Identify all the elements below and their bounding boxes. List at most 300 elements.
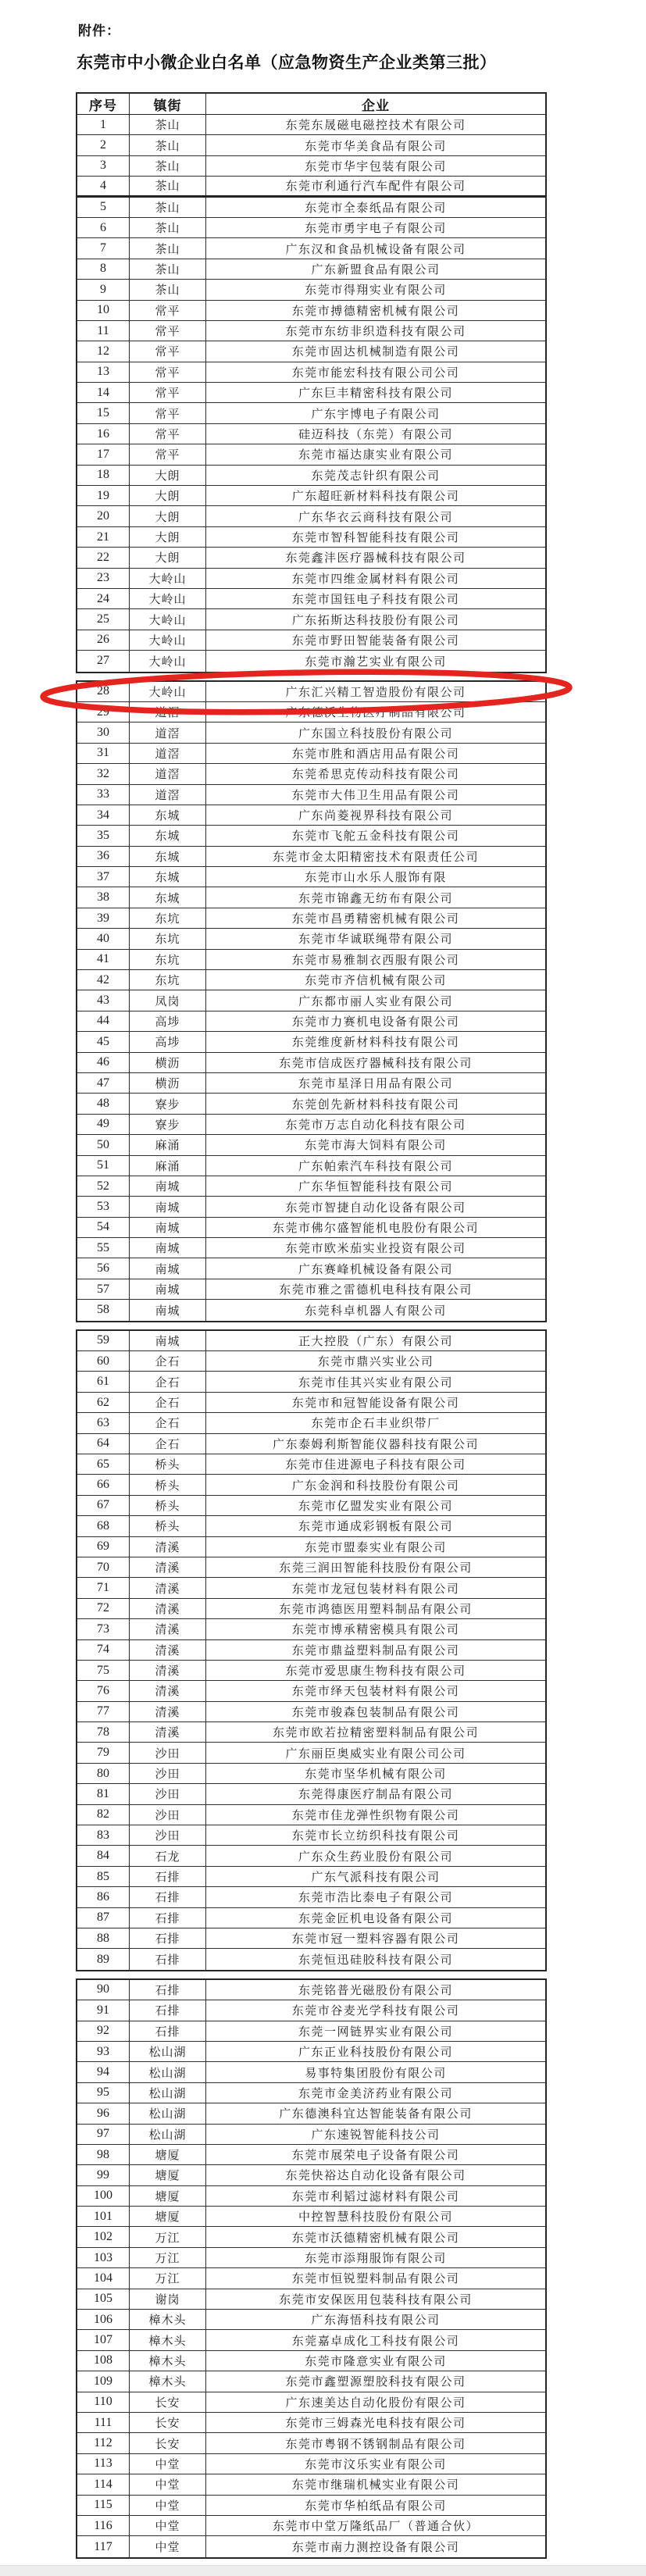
- cell-company: 东莞市粤钢不锈钢制品有限公司: [285, 2438, 466, 2451]
- cell-town: 南城: [130, 1176, 206, 1196]
- table-row: [77, 2248, 545, 2268]
- cell-town: 塘厦: [130, 2186, 206, 2206]
- cell-town: 茶山: [130, 218, 206, 237]
- cell-town: 南城: [130, 1258, 206, 1278]
- cell-no: 88: [77, 1928, 130, 1948]
- cell-no: 98: [77, 2145, 130, 2164]
- table-row: [77, 682, 545, 702]
- bottom-page-edge: [0, 2565, 646, 2576]
- cell-no: 92: [77, 2021, 130, 2041]
- cell-town: 清溪: [130, 1661, 206, 1680]
- table-row: [77, 2351, 545, 2371]
- cell-town: 樟木头: [130, 2351, 206, 2371]
- cell-no: 67: [77, 1496, 130, 1515]
- cell-company: 中控智慧科技股份有限公司: [298, 2211, 453, 2225]
- cell-company: 广东汇兴精工智造股份有限公司: [285, 686, 466, 699]
- cell-company: 东莞市大伟卫生用品有限公司: [291, 789, 460, 802]
- cell-no: 99: [77, 2165, 130, 2185]
- table-row: [77, 527, 545, 548]
- header-cell-company: 企业: [362, 98, 390, 113]
- cell-company: 东莞鑫沣医疗器械科技有限公司: [285, 552, 466, 566]
- cell-company: 东莞市万志自动化科技有限公司: [285, 1119, 466, 1132]
- cell-no: 93: [77, 2042, 130, 2061]
- table-row: [77, 847, 545, 867]
- cell-town: 大岭山: [130, 589, 206, 608]
- cell-no: 51: [77, 1156, 130, 1176]
- cell-town: 常平: [130, 341, 206, 361]
- cell-town: 清溪: [130, 1702, 206, 1721]
- cell-no: 34: [77, 805, 130, 825]
- cell-no: 96: [77, 2103, 130, 2123]
- table-row: [77, 2125, 545, 2145]
- cell-company: 广东华衣云商科技有限公司: [298, 511, 453, 524]
- table-row: [77, 1475, 545, 1495]
- cell-town: 樟木头: [130, 2371, 206, 2391]
- cell-company: 东莞市华柏纸品有限公司: [305, 2499, 447, 2513]
- cell-no: 20: [77, 506, 130, 526]
- table-row: [77, 1032, 545, 1052]
- table-row: [77, 1434, 545, 1454]
- cell-town: 长安: [130, 2392, 206, 2412]
- cell-company: 东莞市南力测控设备有限公司: [291, 2542, 460, 2554]
- cell-company: 东莞市野田智能装备有限公司: [291, 634, 460, 648]
- cell-company: 东莞嘉卓成化工科技有限公司: [291, 2335, 460, 2348]
- cell-town: 常平: [130, 321, 206, 341]
- cell-company: 东莞市龙冠包装材料有限公司: [291, 1582, 460, 1596]
- table-row: [77, 1537, 545, 1557]
- table-row: [77, 1372, 545, 1392]
- cell-town: 常平: [130, 424, 206, 444]
- table-row: [77, 1722, 545, 1743]
- cell-town: 常平: [130, 444, 206, 464]
- cell-company: 东莞市山水乐人服饰有限: [305, 872, 447, 885]
- cell-no: 38: [77, 887, 130, 907]
- cell-no: 53: [77, 1197, 130, 1216]
- table-row: [77, 1351, 545, 1372]
- cell-no: 63: [77, 1413, 130, 1432]
- cell-company: 广东众生药业股份有限公司: [298, 1850, 453, 1864]
- table-row: [77, 2474, 545, 2495]
- cell-no: 39: [77, 908, 130, 928]
- cell-town: 企石: [130, 1372, 206, 1391]
- cell-no: 48: [77, 1094, 130, 1113]
- table-row: [77, 929, 545, 949]
- cell-no: 112: [77, 2433, 130, 2453]
- cell-town: 道滘: [130, 722, 206, 742]
- cell-company: 东莞市鼎益塑料制品有限公司: [291, 1644, 460, 1657]
- cell-no: 40: [77, 929, 130, 948]
- cell-no: 68: [77, 1516, 130, 1536]
- cell-no: 31: [77, 744, 130, 763]
- table-row: [77, 1094, 545, 1114]
- cell-town: 寮步: [130, 1094, 206, 1113]
- table-row: [77, 1454, 545, 1475]
- cell-company: 东莞茂志针织有限公司: [311, 469, 441, 483]
- cell-company: 广东速锐智能科技公司: [311, 2128, 441, 2142]
- cell-no: 69: [77, 1537, 130, 1557]
- cell-company: 东莞东晟磁电磁控技术有限公司: [285, 120, 466, 133]
- cell-no: 32: [77, 764, 130, 783]
- cell-town: 沙田: [130, 1784, 206, 1804]
- table-row: [77, 2536, 545, 2556]
- table-row: [77, 1784, 545, 1804]
- cell-no: 7: [77, 238, 130, 258]
- table-row: [77, 362, 545, 383]
- table-row: [77, 1053, 545, 1073]
- cell-no: 101: [77, 2207, 130, 2226]
- table-row: [77, 548, 545, 568]
- table-row: [77, 2516, 545, 2536]
- cell-company: 东莞市胜和酒店用品有限公司: [291, 747, 460, 761]
- table-row: [77, 218, 545, 238]
- cell-town: 长安: [130, 2433, 206, 2453]
- cell-no: 42: [77, 970, 130, 990]
- cell-company: 广东海悟科技有限公司: [311, 2314, 441, 2328]
- cell-no: 9: [77, 280, 130, 299]
- cell-town: 凤岗: [130, 990, 206, 1010]
- attachment-label: 附件：: [78, 23, 120, 38]
- cell-company: 广东巨丰精密科技有限公司: [298, 387, 453, 401]
- cell-no: 72: [77, 1599, 130, 1618]
- cell-no: 74: [77, 1640, 130, 1660]
- cell-town: 高埗: [130, 1032, 206, 1051]
- cell-town: 樟木头: [130, 2310, 206, 2329]
- cell-no: 97: [77, 2125, 130, 2144]
- table-row: [77, 1413, 545, 1433]
- cell-town: 桥头: [130, 1475, 206, 1494]
- cell-town: 茶山: [130, 135, 206, 155]
- cell-town: 东坑: [130, 970, 206, 990]
- cell-company: 东莞市和冠智能设备有限公司: [291, 1397, 460, 1411]
- cell-no: 46: [77, 1053, 130, 1072]
- page-title: 东莞市中小微企业白名单（应急物资生产企业类第三批）: [77, 53, 497, 72]
- cell-town: 大朗: [130, 506, 206, 526]
- table-row: [77, 1764, 545, 1784]
- cell-company: 广东速美达自动化股份有限公司: [285, 2396, 466, 2410]
- table-row: [77, 589, 545, 609]
- table-row: [77, 1980, 545, 2000]
- cell-no: 45: [77, 1032, 130, 1051]
- cell-company: 广东宇博电子有限公司: [311, 408, 441, 421]
- cell-no: 19: [77, 486, 130, 505]
- cell-town: 清溪: [130, 1599, 206, 1618]
- cell-town: 清溪: [130, 1681, 206, 1700]
- cell-company: 东莞市利韬过滤材料有限公司: [291, 2190, 460, 2203]
- cell-town: 常平: [130, 301, 206, 320]
- cell-town: 石排: [130, 2021, 206, 2041]
- cell-town: 谢岗: [130, 2289, 206, 2309]
- cell-town: 常平: [130, 403, 206, 423]
- table-row: [77, 1908, 545, 1928]
- cell-no: 2: [77, 135, 130, 155]
- cell-no: 52: [77, 1176, 130, 1196]
- cell-no: 29: [77, 702, 130, 722]
- cell-no: 47: [77, 1073, 130, 1093]
- table-row: [77, 2145, 545, 2165]
- table-row: [77, 1176, 545, 1197]
- cell-town: 大朗: [130, 486, 206, 505]
- cell-town: 桥头: [130, 1496, 206, 1515]
- cell-town: 石排: [130, 1980, 206, 2000]
- table-row: [77, 1115, 545, 1135]
- cell-town: 大朗: [130, 548, 206, 567]
- table-row: [77, 2000, 545, 2021]
- cell-company: 广东帕索汽车科技有限公司: [298, 1160, 453, 1173]
- table-row: [77, 2496, 545, 2516]
- table-row: [77, 1702, 545, 1722]
- cell-no: 79: [77, 1743, 130, 1762]
- cell-company: 东莞市勇宇电子有限公司: [305, 223, 447, 236]
- cell-no: 82: [77, 1805, 130, 1825]
- table-row: [77, 1949, 545, 1969]
- table-page-section: [76, 92, 547, 673]
- cell-company: 东莞市骏森包装制品有限公司: [291, 1706, 460, 1719]
- cell-no: 65: [77, 1454, 130, 1474]
- cell-company: 东莞市继瑞机械实业有限公司: [291, 2479, 460, 2492]
- table-row: [77, 1073, 545, 1094]
- cell-no: 106: [77, 2310, 130, 2329]
- cell-town: 石排: [130, 1949, 206, 1969]
- cell-company: 东莞市添翔服饰有限公司: [305, 2253, 447, 2266]
- cell-no: 113: [77, 2454, 130, 2474]
- cell-no: 108: [77, 2351, 130, 2371]
- table-row: [77, 506, 545, 526]
- table-row: [77, 341, 545, 362]
- cell-company: 东莞市海大饲料有限公司: [305, 1140, 447, 1153]
- cell-town: 东坑: [130, 908, 206, 928]
- cell-town: 松山湖: [130, 2103, 206, 2123]
- table-row: [77, 1279, 545, 1300]
- header-cell-town: 镇街: [130, 94, 206, 114]
- cell-no: 3: [77, 156, 130, 176]
- cell-town: 清溪: [130, 1640, 206, 1660]
- table-row: [77, 2207, 545, 2227]
- table-row: [77, 1887, 545, 1907]
- cell-company: 东莞市佛尔盛智能机电股份有限公司: [272, 1222, 479, 1235]
- cell-town: 横沥: [130, 1073, 206, 1093]
- cell-no: 84: [77, 1846, 130, 1865]
- cell-company: 东莞市得翔实业有限公司: [305, 284, 447, 298]
- cell-no: 21: [77, 527, 130, 547]
- cell-town: 中堂: [130, 2516, 206, 2535]
- cell-company: 东莞市企石丰业织带厂: [311, 1418, 441, 1431]
- cell-company: 东莞市力赛机电设备有限公司: [291, 1015, 460, 1029]
- table-row: [77, 764, 545, 784]
- cell-town: 东城: [130, 826, 206, 845]
- cell-company: 硅迈科技（东莞）有限公司: [298, 429, 453, 442]
- cell-no: 94: [77, 2062, 130, 2082]
- cell-no: 54: [77, 1218, 130, 1237]
- table-row: [77, 1825, 545, 1846]
- cell-town: 茶山: [130, 177, 206, 194]
- cell-town: 清溪: [130, 1722, 206, 1742]
- cell-company: 东莞市智捷自动化设备有限公司: [285, 1201, 466, 1215]
- table-row: [77, 444, 545, 465]
- cell-company: 东莞得康医疗制品有限公司: [298, 1789, 453, 1802]
- cell-no: 37: [77, 867, 130, 887]
- cell-no: 117: [77, 2536, 130, 2556]
- cell-town: 茶山: [130, 156, 206, 176]
- cell-town: 清溪: [130, 1619, 206, 1639]
- cell-company: 东莞市欧若拉精密塑料制品有限公司: [272, 1727, 479, 1740]
- cell-town: 沙田: [130, 1764, 206, 1783]
- cell-town: 南城: [130, 1331, 206, 1350]
- cell-town: 樟木头: [130, 2330, 206, 2349]
- table-row: [77, 321, 545, 341]
- cell-town: 茶山: [130, 259, 206, 279]
- cell-no: 26: [77, 630, 130, 650]
- table-row: [77, 1619, 545, 1639]
- table-row: [77, 990, 545, 1011]
- table-row: [77, 1218, 545, 1238]
- cell-company: 东莞市亿盟发实业有限公司: [298, 1500, 453, 1513]
- cell-company: 东莞市通成彩钢板有限公司: [298, 1521, 453, 1534]
- table-row: [77, 1156, 545, 1176]
- cell-company: 东莞市汶乐实业有限公司: [305, 2458, 447, 2471]
- cell-no: 64: [77, 1434, 130, 1454]
- cell-town: 企石: [130, 1351, 206, 1371]
- table-row: [77, 2371, 545, 2392]
- table-row: [77, 2062, 545, 2082]
- table-header-row: [77, 94, 545, 115]
- cell-company: 广东正业科技股份有限公司: [298, 2046, 453, 2060]
- cell-no: 44: [77, 1011, 130, 1031]
- cell-town: 东坑: [130, 950, 206, 969]
- cell-town: 大岭山: [130, 682, 206, 701]
- cell-town: 中堂: [130, 2454, 206, 2474]
- cell-company: 东莞创先新材料科技有限公司: [291, 1098, 460, 1111]
- cell-no: 80: [77, 1764, 130, 1783]
- table-row: [77, 2310, 545, 2330]
- cell-company: 东莞市雅之雷德机电科技有限公司: [279, 1284, 473, 1297]
- cell-no: 27: [77, 651, 130, 671]
- cell-town: 道滘: [130, 764, 206, 783]
- cell-no: 36: [77, 847, 130, 866]
- cell-company: 广东新盟食品有限公司: [311, 263, 441, 277]
- table-row: [77, 744, 545, 764]
- cell-town: 茶山: [130, 280, 206, 299]
- table-row: [77, 2433, 545, 2453]
- cell-company: 东莞市全泰纸品有限公司: [305, 202, 447, 215]
- cell-no: 111: [77, 2413, 130, 2432]
- cell-town: 企石: [130, 1413, 206, 1432]
- cell-no: 18: [77, 466, 130, 485]
- table-row: [77, 1867, 545, 1887]
- cell-town: 桥头: [130, 1454, 206, 1474]
- table-row: [77, 486, 545, 506]
- cell-no: 13: [77, 362, 130, 382]
- cell-town: 企石: [130, 1393, 206, 1412]
- cell-no: 91: [77, 2000, 130, 2020]
- table-page-section: [76, 680, 547, 1322]
- cell-no: 24: [77, 589, 130, 608]
- cell-company: 广东气派科技有限公司: [311, 1871, 441, 1884]
- table-row: [77, 1393, 545, 1413]
- table-row: [77, 908, 545, 929]
- table-row: [77, 2413, 545, 2433]
- cell-town: 南城: [130, 1218, 206, 1237]
- cell-town: 大朗: [130, 527, 206, 547]
- cell-company: 东莞市星泽日用品有限公司: [298, 1078, 453, 1091]
- cell-no: 116: [77, 2516, 130, 2535]
- table-row: [77, 1238, 545, 1258]
- cell-no: 6: [77, 218, 130, 237]
- table-row: [77, 1661, 545, 1681]
- table-row: [77, 785, 545, 805]
- cell-town: 麻涌: [130, 1135, 206, 1154]
- table-row: [77, 867, 545, 887]
- cell-company: 东莞市绎天包装材料有限公司: [291, 1686, 460, 1699]
- cell-no: 14: [77, 383, 130, 402]
- cell-town: 桥头: [130, 1516, 206, 1536]
- table-page-section: [76, 1978, 547, 2559]
- cell-company: 东莞市博承精密模具有限公司: [291, 1624, 460, 1637]
- table-row: [77, 1846, 545, 1866]
- cell-town: 松山湖: [130, 2083, 206, 2103]
- cell-company: 广东汉和食品机械设备有限公司: [285, 243, 466, 256]
- cell-no: 103: [77, 2248, 130, 2267]
- cell-no: 28: [77, 682, 130, 701]
- cell-company: 东莞市四维金属材料有限公司: [291, 573, 460, 586]
- cell-no: 30: [77, 722, 130, 742]
- cell-company: 广东丽臣奥威实业有限公司公司: [285, 1747, 466, 1761]
- cell-no: 15: [77, 403, 130, 423]
- table-row: [77, 1928, 545, 1949]
- cell-town: 高埗: [130, 1011, 206, 1031]
- table-row: [77, 1681, 545, 1701]
- cell-company: 东莞市佳进源电子科技有限公司: [285, 1459, 466, 1472]
- table-row: [77, 424, 545, 444]
- table-row: [77, 383, 545, 403]
- table-row: [77, 1805, 545, 1825]
- cell-company: 东莞市欧米茄实业投资有限公司: [285, 1243, 466, 1256]
- cell-town: 南城: [130, 1197, 206, 1216]
- cell-no: 1: [77, 115, 130, 134]
- cell-company: 广东拓斯达科技股份有限公司: [291, 614, 460, 627]
- cell-company: 东莞市长立纺织科技有限公司: [291, 1830, 460, 1843]
- cell-no: 95: [77, 2083, 130, 2103]
- cell-no: 56: [77, 1258, 130, 1278]
- cell-town: 沙田: [130, 1805, 206, 1825]
- cell-town: 南城: [130, 1300, 206, 1320]
- cell-town: 清溪: [130, 1557, 206, 1577]
- table-row: [77, 2227, 545, 2247]
- cell-town: 南城: [130, 1238, 206, 1258]
- cell-company: 东莞市坚华机械有限公司: [305, 1768, 447, 1782]
- table-row: [77, 259, 545, 280]
- table-row: [77, 177, 545, 197]
- table-row: [77, 1743, 545, 1763]
- cell-company: 东莞市恒锐塑料制品有限公司: [291, 2273, 460, 2286]
- cell-town: 中堂: [130, 2536, 206, 2556]
- cell-town: 东城: [130, 867, 206, 887]
- table-row: [77, 1197, 545, 1217]
- cell-town: 中堂: [130, 2496, 206, 2515]
- cell-town: 大岭山: [130, 651, 206, 671]
- cell-no: 105: [77, 2289, 130, 2309]
- table-row: [77, 403, 545, 423]
- cell-no: 5: [77, 198, 130, 217]
- cell-company: 东莞一网链界实业有限公司: [298, 2025, 453, 2039]
- table-row: [77, 1300, 545, 1320]
- cell-company: 东莞市金太阳精密技术有限责任公司: [272, 851, 479, 864]
- cell-no: 85: [77, 1867, 130, 1886]
- table-row: [77, 1640, 545, 1661]
- table-row: [77, 2165, 545, 2185]
- table-row: [77, 2042, 545, 2062]
- cell-no: 102: [77, 2227, 130, 2246]
- cell-no: 70: [77, 1557, 130, 1577]
